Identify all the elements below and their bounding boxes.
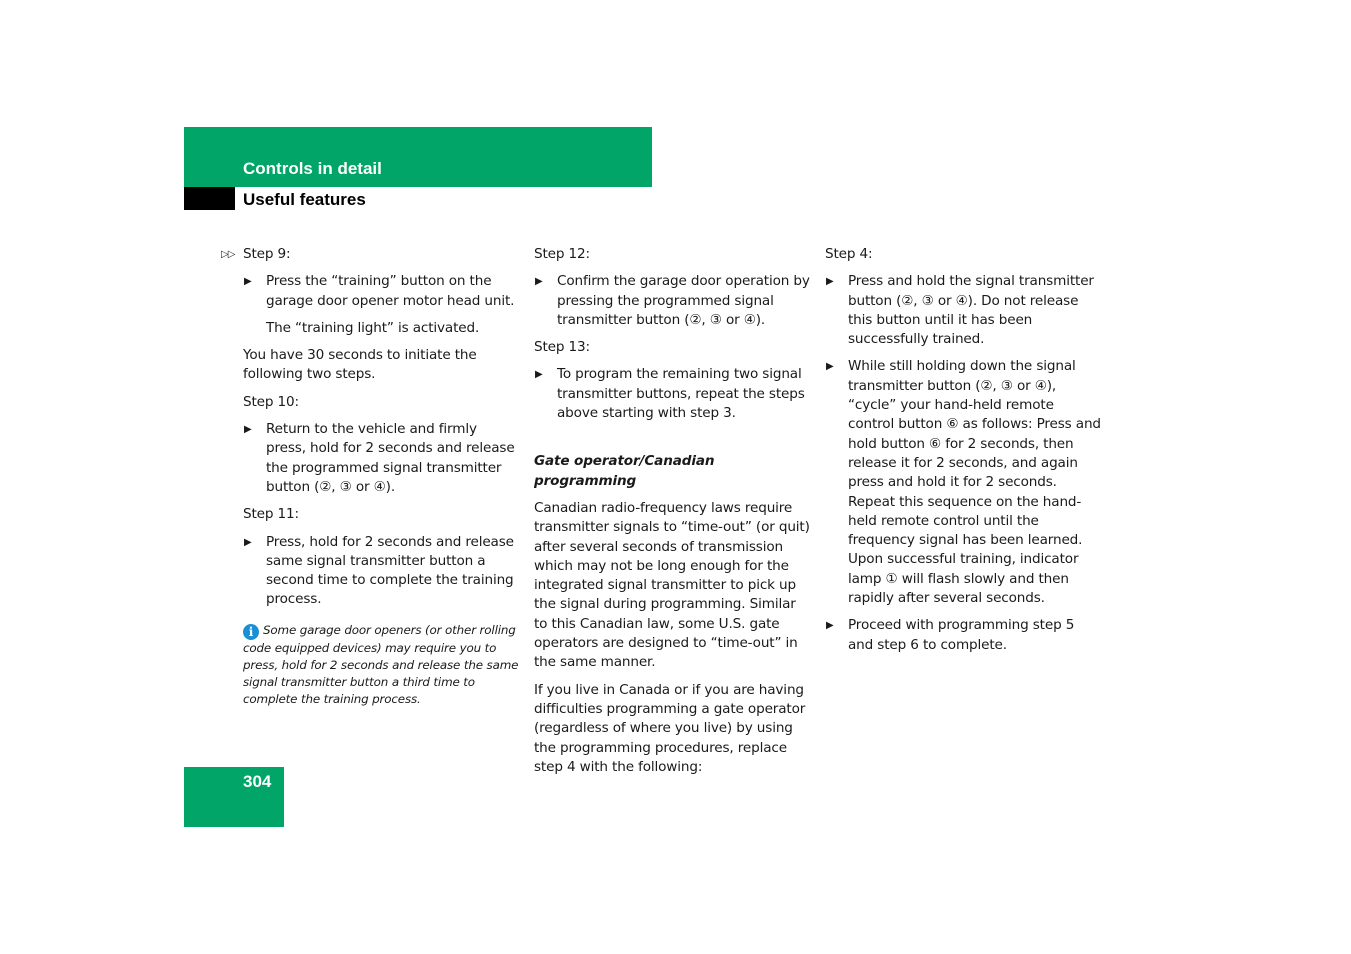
section-title: Controls in detail (243, 159, 382, 178)
bullet-arrow-icon: ▶ (535, 276, 543, 288)
bullet-arrow-icon: ▶ (826, 620, 834, 632)
bullet-arrow-icon: ▶ (826, 276, 834, 288)
step-11-label: Step 11: (243, 506, 299, 523)
column-3 (825, 245, 1101, 663)
page-number: 304 (243, 772, 272, 791)
step-12-label: Step 12: (534, 246, 590, 262)
info-icon: i (243, 624, 259, 640)
step-13-instruction: ▶ To program the remaining two signal transmitter buttons, repeat the steps above starting with step 3. (535, 366, 805, 422)
step-9-result: The “training light” is activated. (266, 319, 480, 336)
info-note: i Some garage door openers (or other rolling code equipped devices) may require you to press, hold for 2 seconds and release the same signal transmitter button a third time to complete the training process. (243, 622, 519, 706)
subsection-title: Useful features (243, 190, 366, 209)
bullet-arrow-icon: ▶ (244, 536, 252, 548)
bullet-arrow-icon: ▶ (244, 424, 252, 436)
gate-operator-heading: Gate operator/Canadian programming (534, 453, 715, 489)
step-9-label: ▷▷ Step 9: (243, 245, 520, 264)
bullet-arrow-icon: ▶ (826, 361, 834, 373)
step-4-label: Step 4: (825, 246, 873, 262)
step-10-instruction: ▶ Return to the vehicle and firmly press, hold for 2 seconds and release the programmed signal transmitter button (②, ③ or ④). (244, 421, 515, 495)
step-4-instruction-2: ▶ While still holding down the signal transmitter button (②, ③ or ④), “cycle” your hand-held remote control button ⑥ as follows: Press and hold button ⑥ for 2 seconds, then release it for 2 seconds, and again press and hold it for 2 seconds. Repeat this sequence on the hand-held remote control until the frequency signal has been learned. Upon successful training, indicator lamp ① will flash slowly and then rapidly after several seconds. (826, 358, 1101, 607)
replace-step-paragraph: If you live in Canada or if you are having difficulties programming a gate operator (regardless of where you live) by using the programming procedures, replace step 4 with the following: (534, 681, 806, 775)
bullet-arrow-icon: ▶ (535, 369, 543, 381)
step-10-label: Step 10: (243, 393, 299, 410)
seconds-info: You have 30 seconds to initiate the following two steps. (243, 347, 477, 383)
column-2 (534, 245, 810, 785)
step-4-instruction-3: ▶ Proceed with programming step 5 and step 6 to complete. (826, 617, 1075, 653)
step-12-instruction: ▶ Confirm the garage door operation by pressing the programmed signal transmitter button (②, ③ or ④). (535, 273, 810, 328)
step-9-instruction: ▶ Press the “training” button on the garage door opener motor head unit. (244, 273, 515, 309)
column-1 (221, 245, 520, 708)
step-11-instruction: ▶ Press, hold for 2 seconds and release same signal transmitter button a second time to complete the training process. (244, 533, 514, 608)
subsection-marker (184, 187, 235, 210)
step-13-label: Step 13: (534, 339, 590, 356)
canadian-law-paragraph: Canadian radio-frequency laws require transmitter signals to “time-out” (or quit) after several seconds of transmission which may not be long enough for the integrated signal transmitter to pick up the signal during programming. Similar to this Canadian law, some U.S. gate operators are designed to “time-out” in the same manner. (534, 499, 810, 671)
continued-icon: ▷▷ (221, 249, 235, 260)
bullet-arrow-icon: ▶ (244, 276, 252, 288)
step-4-instruction-1: ▶ Press and hold the signal transmitter button (②, ③ or ④). Do not release this button until it has been successfully trained. (826, 273, 1094, 348)
